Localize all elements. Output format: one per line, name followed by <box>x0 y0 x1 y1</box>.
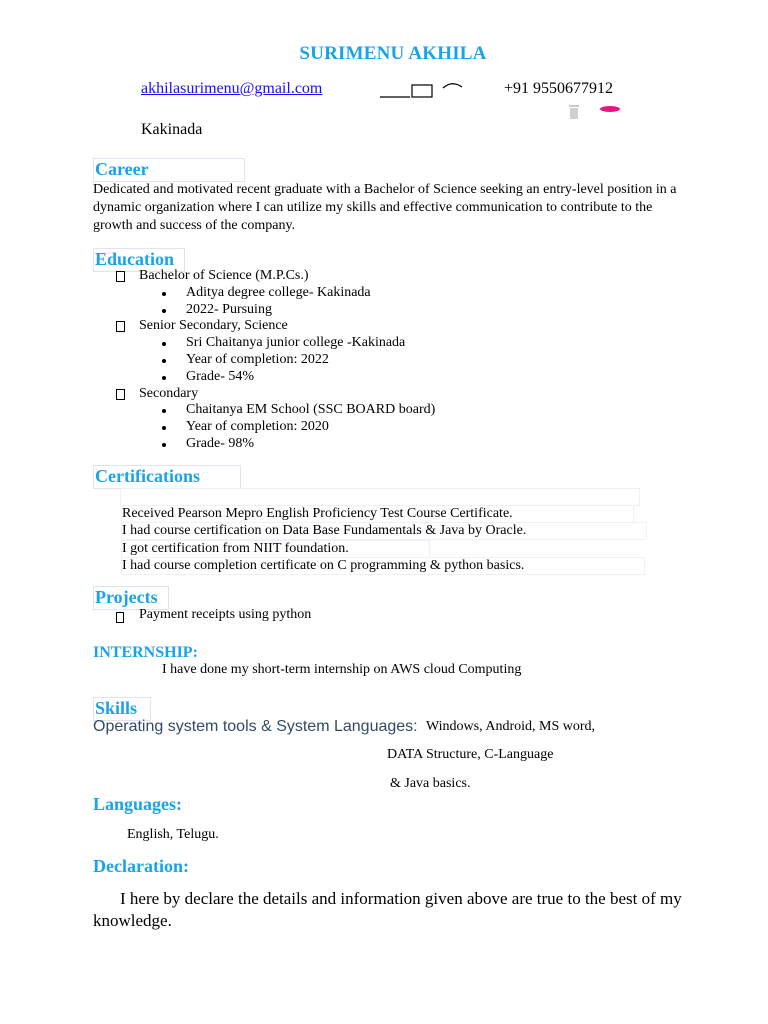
bullet-icon <box>162 342 166 346</box>
bullet-icon <box>162 376 166 380</box>
bullet-icon <box>162 426 166 430</box>
checkbox-icon <box>116 612 124 623</box>
education-item: Bachelor of Science (M.P.Cs.) <box>0 268 768 285</box>
education-list <box>0 268 768 453</box>
section-heading-projects: Projects <box>93 586 169 610</box>
education-item: Senior Secondary, Science <box>0 318 768 335</box>
section-heading-career: Career <box>93 158 245 182</box>
bullet-icon <box>162 292 166 296</box>
certification-item: I got certification from NIIT foundation. <box>121 540 430 558</box>
section-heading-education: Education <box>93 248 185 272</box>
bin-icon <box>568 105 580 119</box>
section-heading-languages: Languages: <box>93 794 183 814</box>
career-text: Dedicated and motivated recent graduate with a Bachelor of Science seeking an entry-level position in a dynamic organization where I can utilize my skills and effective communication to contribute to the growth and success of the company. <box>93 182 677 233</box>
section-heading-skills: Skills <box>93 697 151 721</box>
education-detail: Grade- 98% <box>0 436 768 453</box>
checkbox-icon <box>116 389 125 400</box>
education-detail: Chaitanya EM School (SSC BOARD board) <box>0 402 768 419</box>
certification-item: Received Pearson Mepro English Proficiency Test Course Certificate. <box>121 505 634 523</box>
phone-number: +91 9550677912 <box>504 80 614 97</box>
education-item: Secondary <box>0 386 768 403</box>
resume-name: SURIMENU AKHILA <box>299 43 487 64</box>
internship-text: I have done my short-term internship on AWS cloud Computing <box>162 662 522 677</box>
project-item: Payment receipts using python <box>139 607 312 622</box>
skills-line: & Java basics. <box>390 776 471 791</box>
section-heading-certifications: Certifications <box>93 465 241 489</box>
section-heading-declaration: Declaration: <box>93 856 189 876</box>
bullet-icon <box>162 409 166 413</box>
skills-label: Operating system tools & System Languages: <box>93 718 418 735</box>
education-detail: Aditya degree college- Kakinada <box>0 285 768 302</box>
empty-text-box <box>120 488 640 506</box>
education-detail: 2022- Pursuing <box>0 302 768 319</box>
pink-dot-decoration <box>600 106 620 112</box>
email-link[interactable]: akhilasurimenu@gmail.com <box>141 80 323 97</box>
checkbox-icon <box>116 271 125 282</box>
bullet-icon <box>162 359 166 363</box>
education-detail: Year of completion: 2022 <box>0 352 768 369</box>
education-detail: Sri Chaitanya junior college -Kakinada <box>0 335 768 352</box>
section-heading-internship: INTERNSHIP: <box>93 644 198 661</box>
declaration-text: I here by declare the details and information given above are true to the best of my knowledge. <box>93 889 682 930</box>
city: Kakinada <box>141 121 203 138</box>
certification-item: I had course completion certificate on C programming & python basics. <box>121 557 645 575</box>
education-detail: Year of completion: 2020 <box>0 419 768 436</box>
skills-line: DATA Structure, C-Language <box>387 747 554 762</box>
checkbox-icon <box>116 321 125 332</box>
skills-line: Windows, Android, MS word, <box>426 719 595 734</box>
bullet-icon <box>162 309 166 313</box>
certification-item: I had course certification on Data Base Fundamentals & Java by Oracle. <box>121 522 647 540</box>
contact-decoration-icon <box>380 78 470 100</box>
bullet-icon <box>162 443 166 447</box>
languages-text: English, Telugu. <box>127 827 219 842</box>
education-detail: Grade- 54% <box>0 369 768 386</box>
